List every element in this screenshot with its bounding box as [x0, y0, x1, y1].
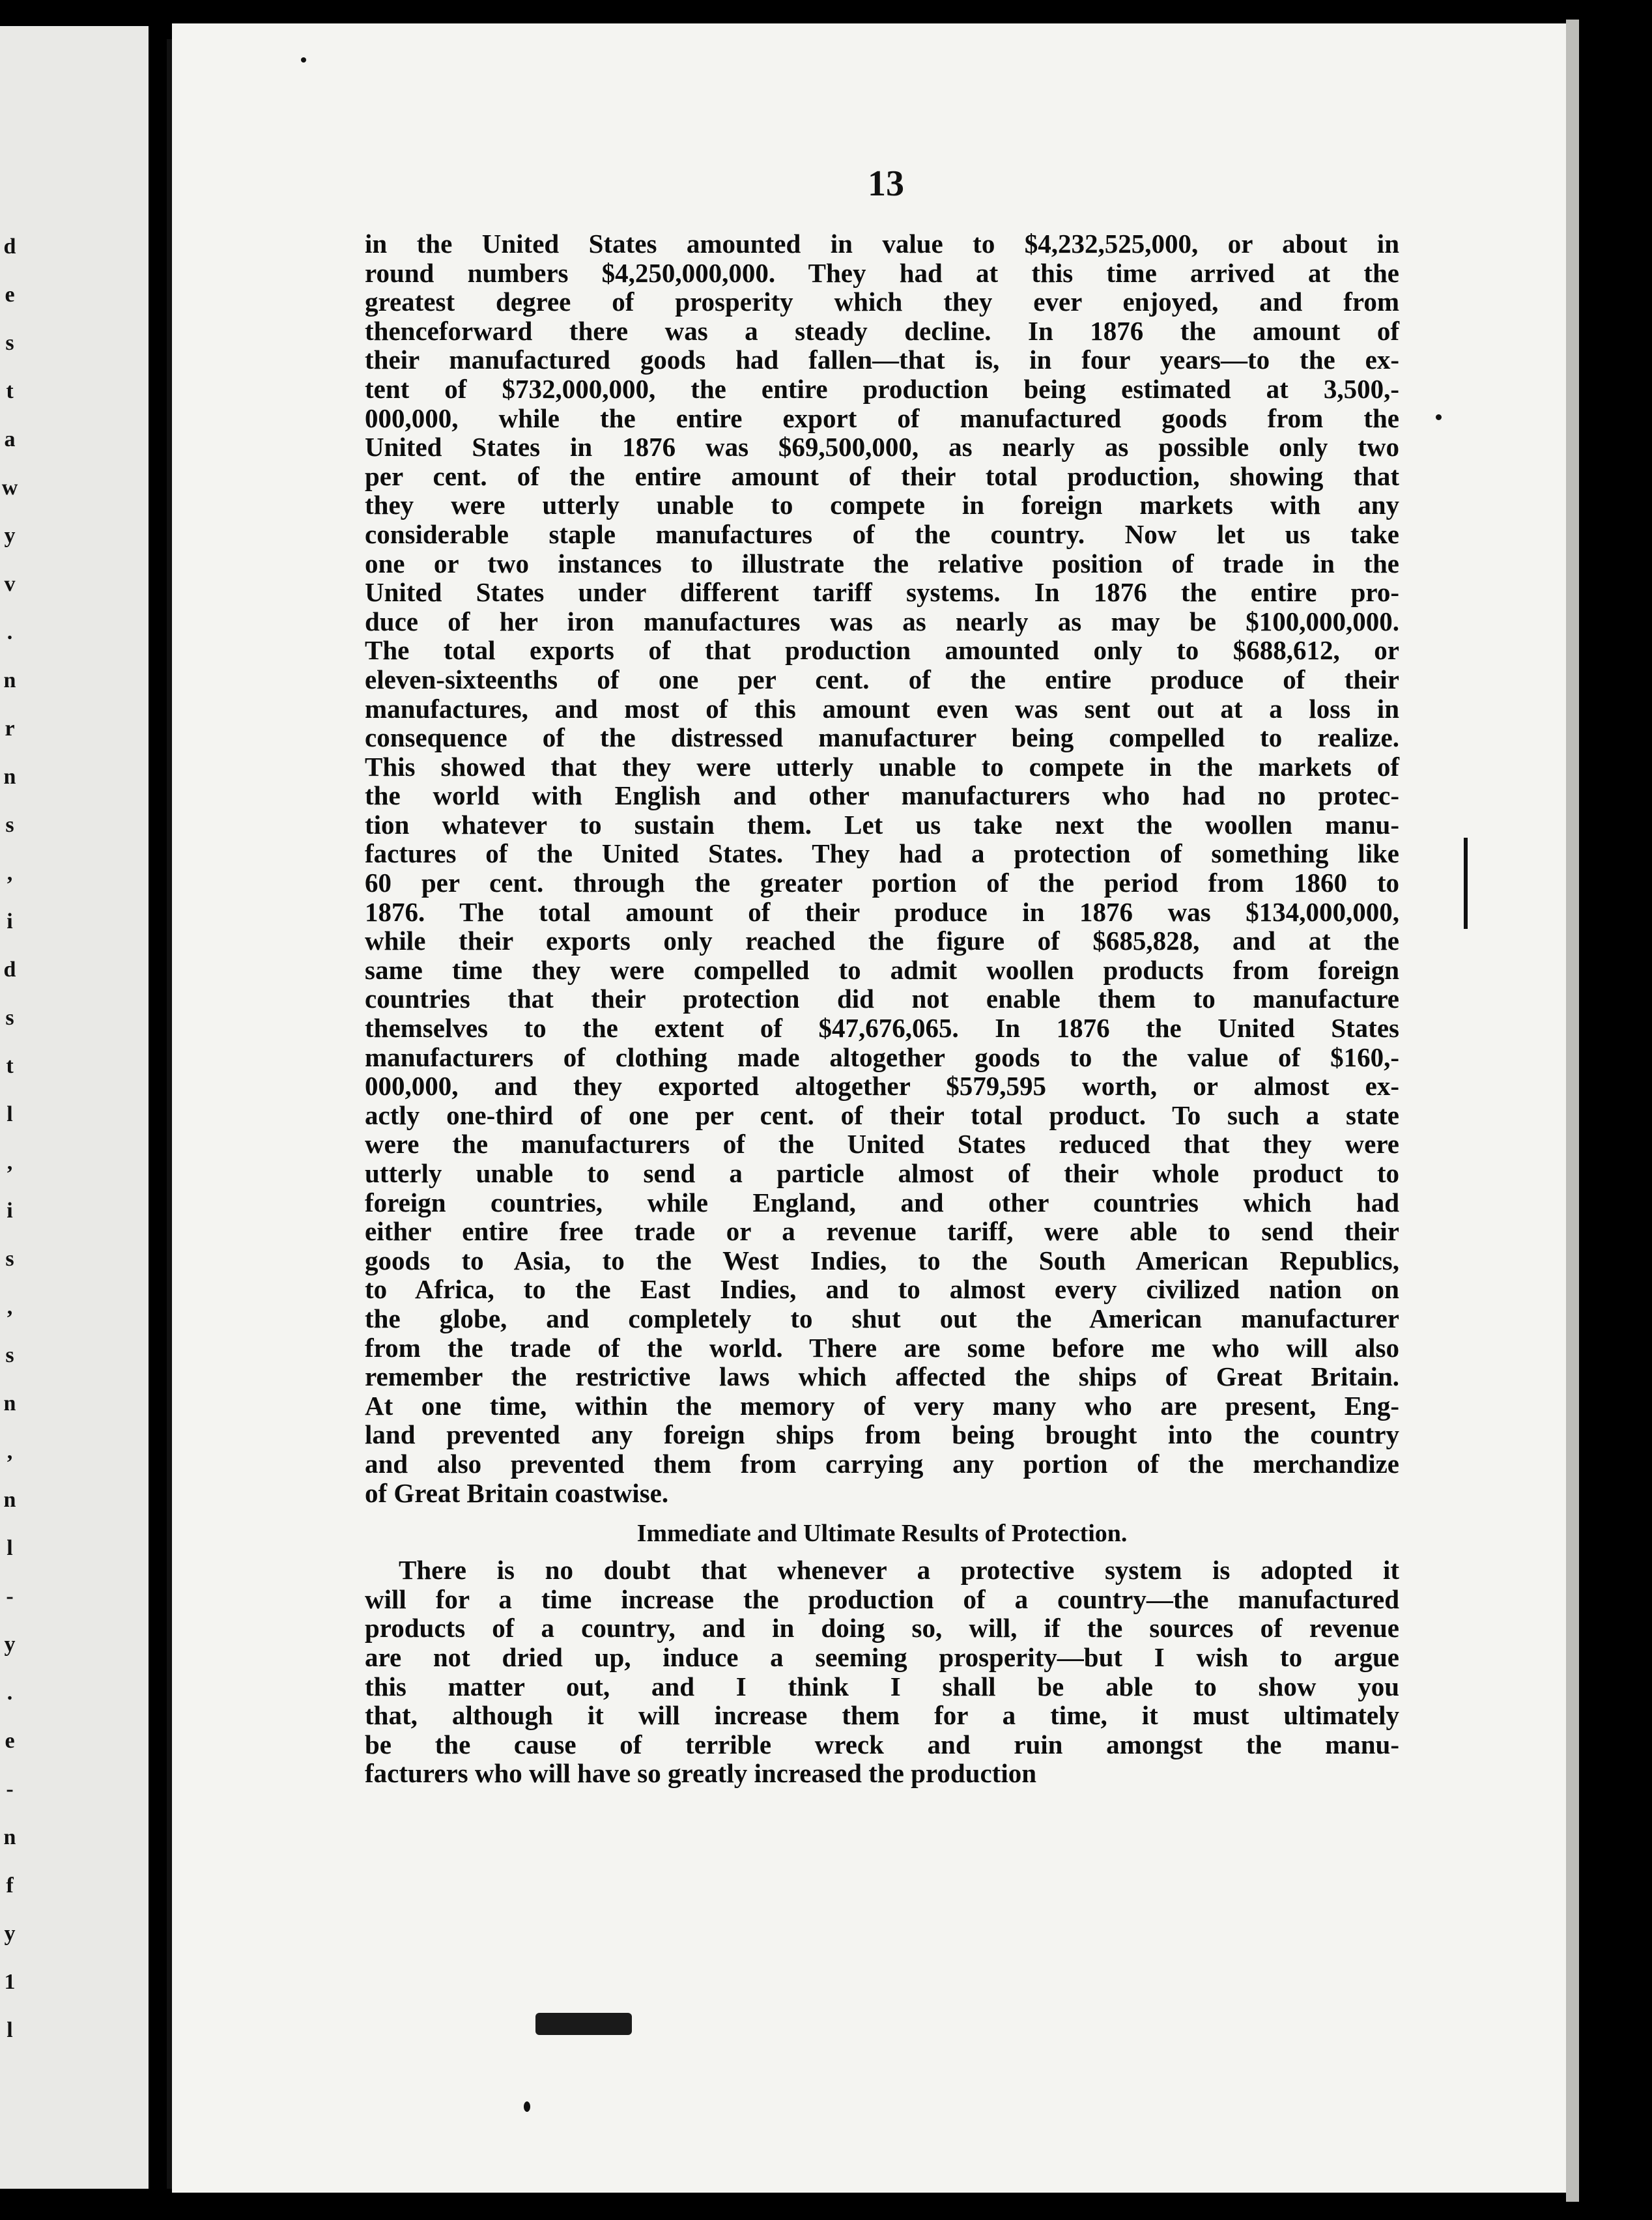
text-line: land prevented any foreign ships from being brought into the country — [365, 1419, 1399, 1450]
left-page-fragment: l — [7, 2018, 13, 2042]
left-page-fragment: l — [7, 1536, 13, 1560]
left-page-fragment: , — [7, 1295, 13, 1319]
text-line: either entire free trade or a revenue tariff, were able to send their — [365, 1216, 1399, 1247]
text-line: actly one-third of one per cent. of their total product. To such a state — [365, 1100, 1399, 1130]
left-page-fragment: y — [4, 1922, 16, 1946]
left-page-fragment: d — [3, 958, 16, 982]
text-line: At one time, within the memory of very many who are present, Eng- — [365, 1390, 1399, 1421]
text-line: the globe, and completely to shut out the American manufacturer — [365, 1303, 1399, 1333]
left-page-fragment: f — [6, 1873, 14, 1898]
text-line: from the trade of the world. There are some before me who will also — [365, 1332, 1399, 1363]
previous-page-text-fragments — [0, 0, 149, 2220]
left-page-fragment: y — [4, 1632, 16, 1657]
text-line: eleven-sixteenths of one per cent. of the entire produce of their — [365, 664, 1399, 694]
left-page-fragment: n — [3, 1825, 16, 1849]
text-line: same time they were compelled to admit woollen products from foreign — [365, 954, 1399, 985]
text-line: to Africa, to the East Indies, and to almost every civilized nation on — [365, 1274, 1399, 1305]
text-line: 60 per cent. through the greater portion of the period from 1860 to — [365, 868, 1399, 898]
text-line: United States in 1876 was $69,500,000, as nearly as possible only two — [365, 432, 1399, 462]
text-line: There is no doubt that whenever a protective system is adopted it — [399, 1555, 1399, 1586]
left-page-fragment: , — [7, 1440, 13, 1464]
left-page-fragment: y — [4, 524, 16, 548]
page-body — [365, 229, 1399, 1788]
text-line: utterly unable to send a particle almost of their whole product to — [365, 1158, 1399, 1188]
text-line: foreign countries, while England, and other countries which had — [365, 1187, 1399, 1217]
text-line: tion whatever to sustain them. Let us take next the woollen manu- — [365, 809, 1399, 840]
ink-smudge — [535, 2013, 632, 2035]
text-line: per cent. of the entire amount of their total production, showing that — [365, 461, 1399, 491]
text-line: the world with English and other manufacturers who had no protec- — [365, 780, 1399, 811]
text-line: themselves to the extent of $47,676,065. In 1876 the United States — [365, 1013, 1399, 1044]
text-line: were the manufacturers of the United States reduced that they were — [365, 1129, 1399, 1160]
text-line: manufacturers of clothing made altogether goods to the value of $160,- — [365, 1042, 1399, 1072]
left-page-fragment: r — [5, 717, 15, 741]
text-line: 000,000, while the entire export of manufactured goods from the — [365, 403, 1399, 433]
text-line: facturers who will have so greatly increased the production — [365, 1758, 1037, 1789]
ink-speck — [1436, 414, 1442, 420]
text-line: of Great Britain coastwise. — [365, 1477, 669, 1508]
text-line: and also prevented them from carrying any portion of the merchandize — [365, 1448, 1399, 1479]
margin-mark — [1464, 838, 1468, 929]
text-line: This showed that they were utterly unable to compete in the markets of — [365, 751, 1399, 782]
ink-speck — [301, 57, 306, 63]
left-page-fragment: n — [3, 1488, 16, 1512]
text-line: in the United States amounted in value to $4,232,525,000, or about in — [365, 229, 1399, 259]
left-page-fragment: e — [5, 283, 15, 307]
paragraph-2 — [365, 1556, 1399, 1788]
left-page-fragment: i — [7, 1199, 13, 1223]
text-line: this matter out, and I think I shall be able to show you — [365, 1671, 1399, 1701]
text-line: round numbers $4,250,000,000. They had at this time arrived at the — [365, 257, 1399, 288]
text-line: they were utterly unable to compete in foreign markets with any — [365, 490, 1399, 520]
left-page-fragment: d — [3, 235, 16, 259]
left-page-fragment: s — [5, 1247, 14, 1271]
left-page-fragment: l — [7, 1102, 13, 1126]
ink-speck — [524, 2101, 530, 2112]
left-page-fragment: w — [1, 476, 18, 500]
left-page-fragment: i — [7, 909, 13, 933]
section-heading: Immediate and Ultimate Results of Protection. — [636, 1520, 1128, 1548]
text-line: United States under different tariff systems. In 1876 the entire pro- — [365, 577, 1399, 608]
text-line: manufactures, and most of this amount even was sent out at a loss in — [365, 693, 1399, 724]
left-page-fragment: - — [6, 1777, 14, 1801]
text-line: goods to Asia, to the West Indies, to the South American Republics, — [365, 1245, 1399, 1275]
page-number: 13 — [868, 164, 904, 204]
text-line: are not dried up, induce a seeming prosperity—but I wish to argue — [365, 1642, 1399, 1672]
left-page-fragment: n — [3, 668, 16, 692]
left-page-fragment: t — [6, 379, 14, 403]
left-page-fragment: , — [7, 1150, 13, 1174]
left-page-fragment: s — [5, 1006, 14, 1030]
left-page-fragment: n — [3, 1391, 16, 1416]
text-line: greatest degree of prosperity which they ever enjoyed, and from — [365, 287, 1399, 317]
left-page-fragment: n — [3, 765, 16, 789]
text-line: duce of her iron manufactures was as nearly as may be $100,000,000. — [365, 606, 1399, 636]
text-line: countries that their protection did not enable them to manufacture — [365, 984, 1399, 1014]
text-line: one or two instances to illustrate the relative position of trade in the — [365, 548, 1399, 578]
text-line: be the cause of terrible wreck and ruin amongst the manu- — [365, 1729, 1399, 1759]
binding-gutter — [167, 39, 172, 2189]
page-right-edge — [1566, 20, 1579, 2202]
left-page-fragment: t — [6, 1054, 14, 1078]
text-line: tent of $732,000,000, the entire production being estimated at 3,500,- — [365, 373, 1399, 404]
left-page-fragment: s — [5, 1343, 14, 1367]
text-line: factures of the United States. They had a protection of something like — [365, 838, 1399, 869]
text-line: considerable staple manufactures of the country. Now let us take — [365, 519, 1399, 549]
text-line: consequence of the distressed manufacturer being compelled to realize. — [365, 722, 1399, 753]
left-page-fragment: . — [7, 620, 13, 644]
text-line: remember the restrictive laws which affected the ships of Great Britain. — [365, 1361, 1399, 1392]
paragraph-1 — [365, 229, 1399, 1507]
left-page-fragment: v — [4, 572, 16, 596]
text-line: products of a country, and in doing so, will, if the sources of revenue — [365, 1613, 1399, 1644]
text-line: will for a time increase the production of a country—the manufactured — [365, 1584, 1399, 1614]
left-page-fragment: a — [4, 427, 16, 451]
text-line: while their exports only reached the figure of $685,828, and at the — [365, 926, 1399, 956]
left-page-fragment: s — [5, 331, 14, 355]
left-page-fragment: s — [5, 813, 14, 837]
text-line: The total exports of that production amounted only to $688,612, or — [365, 635, 1399, 666]
text-line: their manufactured goods had fallen—that is, in four years—to the ex- — [365, 345, 1399, 375]
text-line: that, although it will increase them for a time, it must ultimately — [365, 1700, 1399, 1731]
text-line: 000,000, and they exported altogether $579,595 worth, or almost ex- — [365, 1071, 1399, 1102]
text-line: thenceforward there was a steady decline. In 1876 the amount of — [365, 315, 1399, 346]
text-line: 1876. The total amount of their produce in 1876 was $134,000,000, — [365, 896, 1399, 927]
left-page-fragment: , — [7, 861, 13, 885]
left-page-fragment: e — [5, 1729, 15, 1753]
left-page-fragment: . — [7, 1681, 13, 1705]
left-page-fragment: 1 — [4, 1970, 16, 1994]
left-page-fragment: - — [6, 1584, 14, 1608]
